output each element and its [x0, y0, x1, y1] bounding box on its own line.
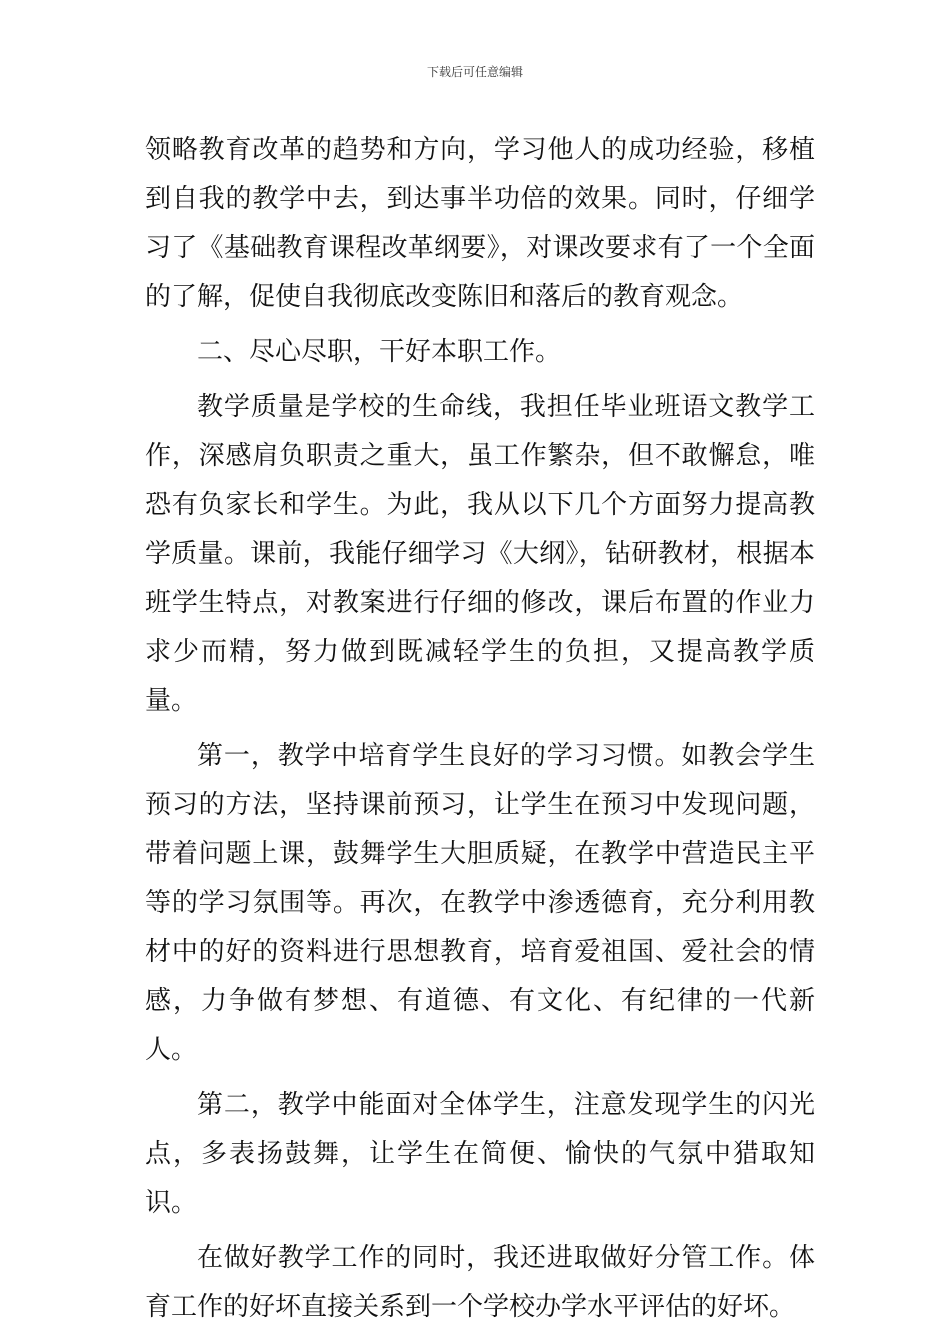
paragraph-teaching-quality: 教学质量是学校的生命线，我担任毕业班语文教学工作，深感肩负职责之重大，虽工作繁杂，但不敢懈怠，唯恐有负家长和学生。为此，我从以下几个方面努力提高教学质量。课前，我能仔细学习《大纲》，钻研教材，根据本班学生特点，对教案进行仔细的修改，课后布置的作业力求少而精，努力做到既减轻学生的负担，又提高教学质量。: [145, 392, 815, 716]
paragraph-management-work: 在做好教学工作的同时，我还进取做好分管工作。体育工作的好坏直接关系到一个学校办学水平评估的好坏。: [145, 1243, 815, 1322]
section-heading: 二、尽心尽职，干好本职工作。: [197, 337, 562, 367]
paragraph-second-point: 第二，教学中能面对全体学生，注意发现学生的闪光点，多表扬鼓舞，让学生在简便、愉快的气氛中猎取知识。: [145, 1090, 815, 1218]
paragraph-continuation: 领略教育改革的趋势和方向，学习他人的成功经验，移植到自我的教学中去，到达事半功倍的效果。同时，仔细学习了《基础教育课程改革纲要》，对课改要求有了一个全面的了解，促使自我彻底改变陈旧和落后的教育观念。: [145, 135, 815, 312]
paragraph-first-point: 第一，教学中培育学生良好的学习习惯。如教会学生预习的方法，坚持课前预习，让学生在预习中发现问题，带着问题上课，鼓舞学生大胆质疑，在教学中营造民主平等的学习氛围等。再次，在教学中渗透德育，充分利用教材中的好的资料进行思想教育，培育爱祖国、爱社会的情感，力争做有梦想、有道德、有文化、有纪律的一代新人。: [145, 741, 815, 1065]
document-body: [145, 126, 815, 1332]
page-header-note: 下载后可任意编辑: [426, 65, 523, 79]
